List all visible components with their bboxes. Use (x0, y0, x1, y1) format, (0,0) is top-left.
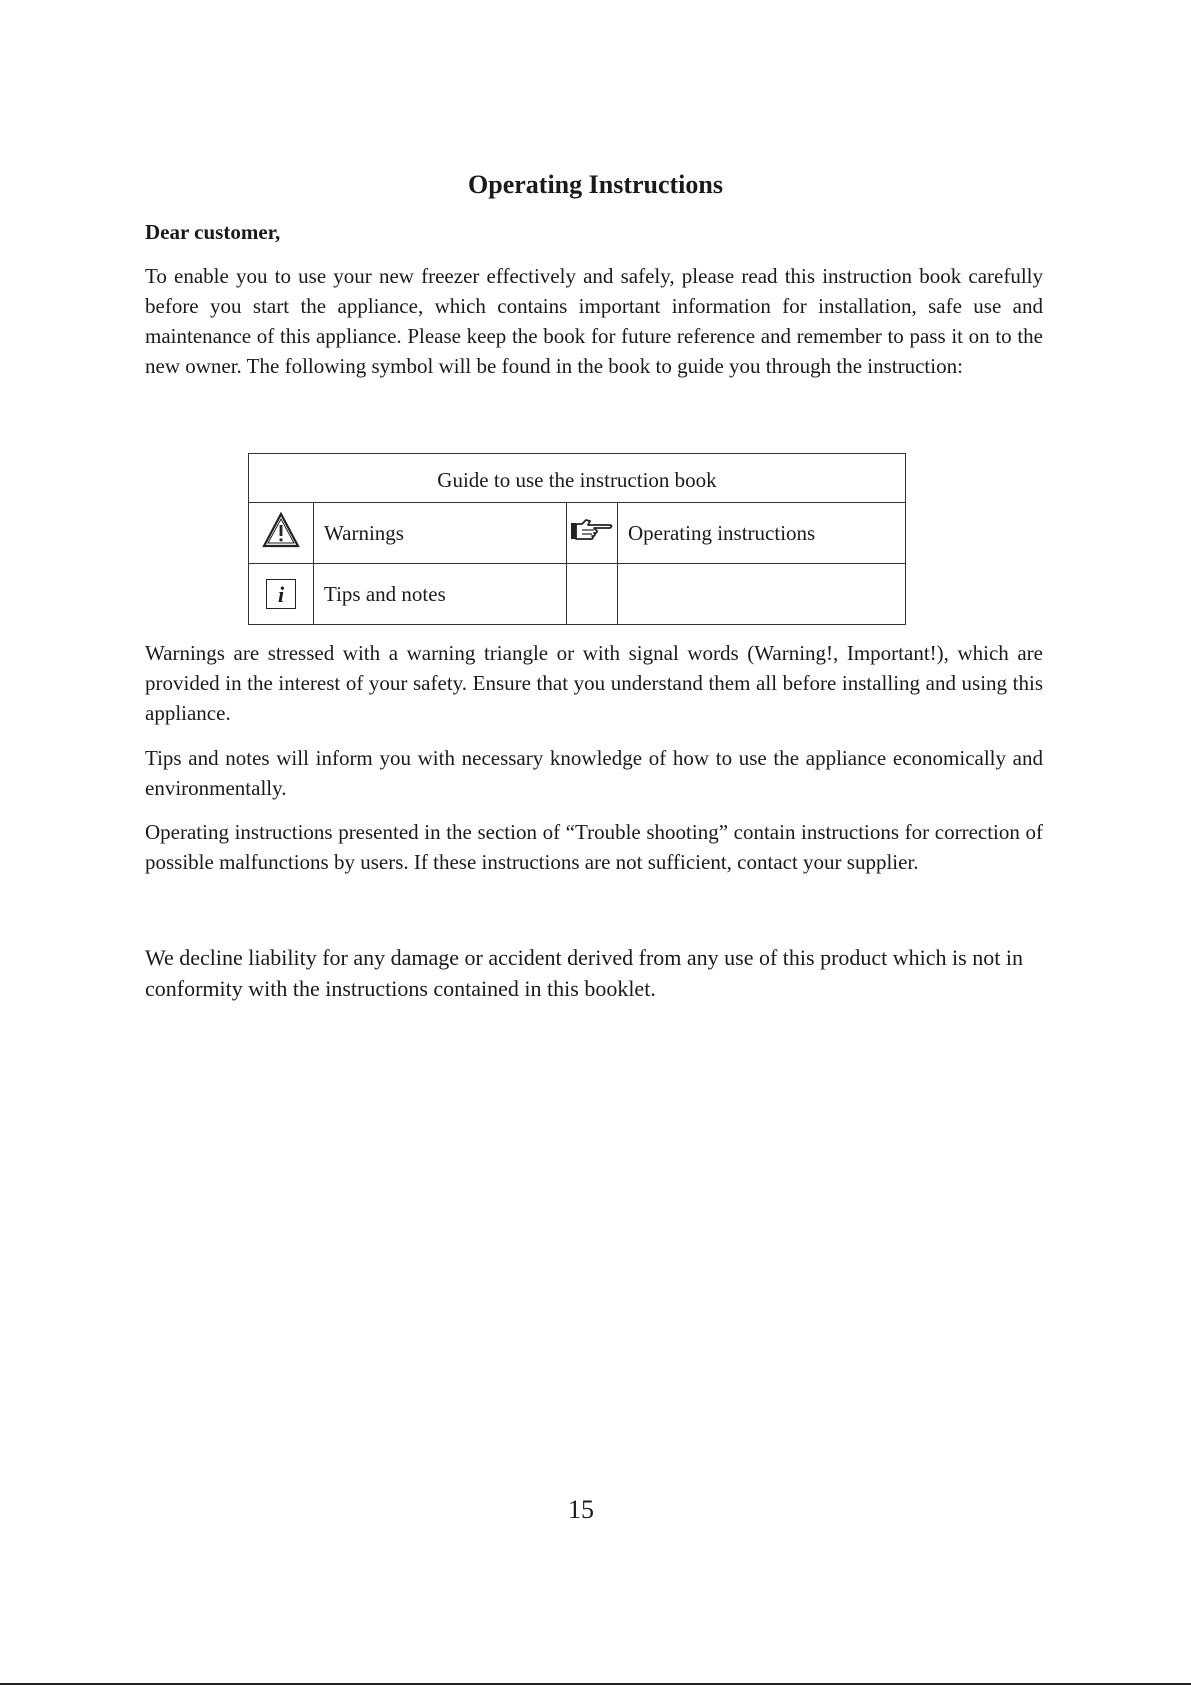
intro-paragraph: To enable you to use your new freezer effectively and safely, please read this instruction book carefully before you start the appliance, which contains important information for installation, safe use and maintenance of this appliance. Please keep the book for future reference and remember to pass it on to the new owner. The following symbol will be found in the book to guide you through the instruction: (145, 264, 1043, 378)
guide-table-header: Guide to use the instruction book (249, 454, 906, 503)
salutation: Dear customer, (145, 220, 281, 244)
guide-table-row (249, 503, 906, 564)
info-icon: i (266, 579, 296, 609)
guide-table-header-row (249, 454, 906, 503)
page-number: 15 (568, 1495, 594, 1524)
page-title: Operating Instructions (468, 170, 723, 199)
guide-table-row (249, 564, 906, 625)
warning-triangle-icon (249, 503, 314, 564)
info-icon-cell (249, 564, 314, 625)
empty-label-cell (618, 564, 906, 625)
operating-instructions-paragraph: Operating instructions presented in the section of “Trouble shooting” contain instructions for correction of possible malfunctions by users. If these instructions are not sufficient, contact your supplier. (145, 820, 1043, 874)
warnings-label: Warnings (314, 503, 567, 564)
tips-paragraph: Tips and notes will inform you with necessary knowledge of how to use the appliance economically and environmentally. (145, 746, 1043, 800)
pointing-hand-icon (567, 503, 618, 564)
tips-and-notes-label: Tips and notes (314, 564, 567, 625)
operating-instructions-label: Operating instructions (618, 503, 906, 564)
empty-icon-cell (567, 564, 618, 625)
pointing-hand-svg (570, 518, 614, 542)
warning-triangle-svg (261, 511, 301, 549)
symbol-guide-table (248, 453, 906, 625)
warnings-paragraph: Warnings are stressed with a warning triangle or with signal words (Warning!, Important!), which are provided in the interest of your safety. Ensure that you understand them all before installing and using this appliance. (145, 641, 1043, 725)
liability-paragraph: We decline liability for any damage or accident derived from any use of this product which is not in conformity with the instructions contained in this booklet. (145, 945, 1023, 1001)
